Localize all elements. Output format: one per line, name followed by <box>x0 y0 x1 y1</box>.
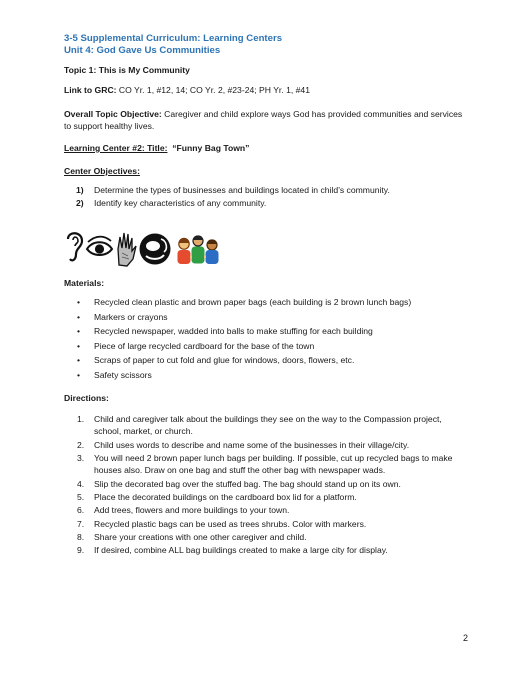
learning-center-title: “Funny Bag Town” <box>172 143 250 153</box>
senses-icons <box>64 229 220 269</box>
list-item: 3. You will need 2 brown paper lunch bags per building. If possible, cut up recycled bags to make houses also. Draw on one bag and stuff the other bag with newspaper wads. <box>77 453 453 476</box>
directions-heading: Directions: <box>64 393 109 403</box>
learning-center-label: Learning Center #2: Title: <box>64 143 168 153</box>
children-group-icon <box>178 236 219 265</box>
objective-line-1 <box>64 108 462 120</box>
list-item: • Safety scissors <box>77 369 152 380</box>
list-item: 1. Child and caregiver talk about the buildings they see on the way to the Compassion project, school, market, or church. <box>77 414 442 437</box>
objective-label: Overall Topic Objective: <box>64 109 162 119</box>
topic-heading: Topic 1: This is My Community <box>64 65 190 75</box>
list-item: • Markers or crayons <box>77 311 168 322</box>
directions-list <box>76 413 466 557</box>
list-item: 7. Recycled plastic bags can be used as trees shrubs. Color with markers. <box>77 518 367 529</box>
hand-icon <box>118 233 136 266</box>
page-number: 2 <box>463 633 469 643</box>
center-objectives-heading: Center Objectives: <box>64 166 140 176</box>
unit-title: Unit 4: God Gave Us Communities <box>64 45 221 56</box>
list-item: 9. If desired, combine ALL bag buildings created to make a large city for display. <box>77 545 388 556</box>
list-item: • Recycled clean plastic and brown paper bags (each building is 2 brown lunch bags) <box>77 297 412 307</box>
curriculum-title: 3-5 Supplemental Curriculum: Learning Centers <box>64 33 283 44</box>
grc-label: Link to GRC: <box>64 85 117 95</box>
mouth-nose-icon <box>140 234 171 265</box>
materials-list <box>76 296 411 383</box>
list-item: • Piece of large recycled cardboard for the base of the town <box>77 340 315 351</box>
list-item: • Recycled newspaper, wadded into balls to make stuffing for each building <box>77 326 373 336</box>
center-objectives-list <box>76 184 390 211</box>
ear-icon <box>68 233 82 260</box>
materials-heading: Materials: <box>64 278 105 288</box>
objective-text-2: to support healthy lives. <box>64 121 155 131</box>
list-item: 2. Child uses words to describe and name some of the businesses in their village/city. <box>77 439 410 450</box>
list-item: • Scraps of paper to cut fold and glue for windows, doors, flowers, etc. <box>77 355 355 365</box>
grc-link <box>64 84 310 96</box>
list-item: 6. Add trees, flowers and more buildings to your town. <box>77 505 290 516</box>
learning-center-heading <box>64 142 249 154</box>
list-item: 2) Identify key characteristics of any community. <box>76 198 267 209</box>
eye-icon <box>87 237 112 255</box>
grc-value: CO Yr. 1, #12, 14; CO Yr. 2, #23-24; PH Yr. 1, #41 <box>116 85 310 95</box>
list-item: 1) Determine the types of businesses and buildings located in child’s community. <box>76 185 390 195</box>
list-item: 8. Share your creations with one other caregiver and child. <box>77 531 307 542</box>
objective-text-1: Caregiver and child explore ways God has provided communities and services <box>161 109 463 119</box>
list-item: 5. Place the decorated buildings on the cardboard box lid for a platform. <box>77 492 357 502</box>
list-item: 4. Slip the decorated bag over the stuffed bag. The bag should stand up on its own. <box>77 478 401 489</box>
